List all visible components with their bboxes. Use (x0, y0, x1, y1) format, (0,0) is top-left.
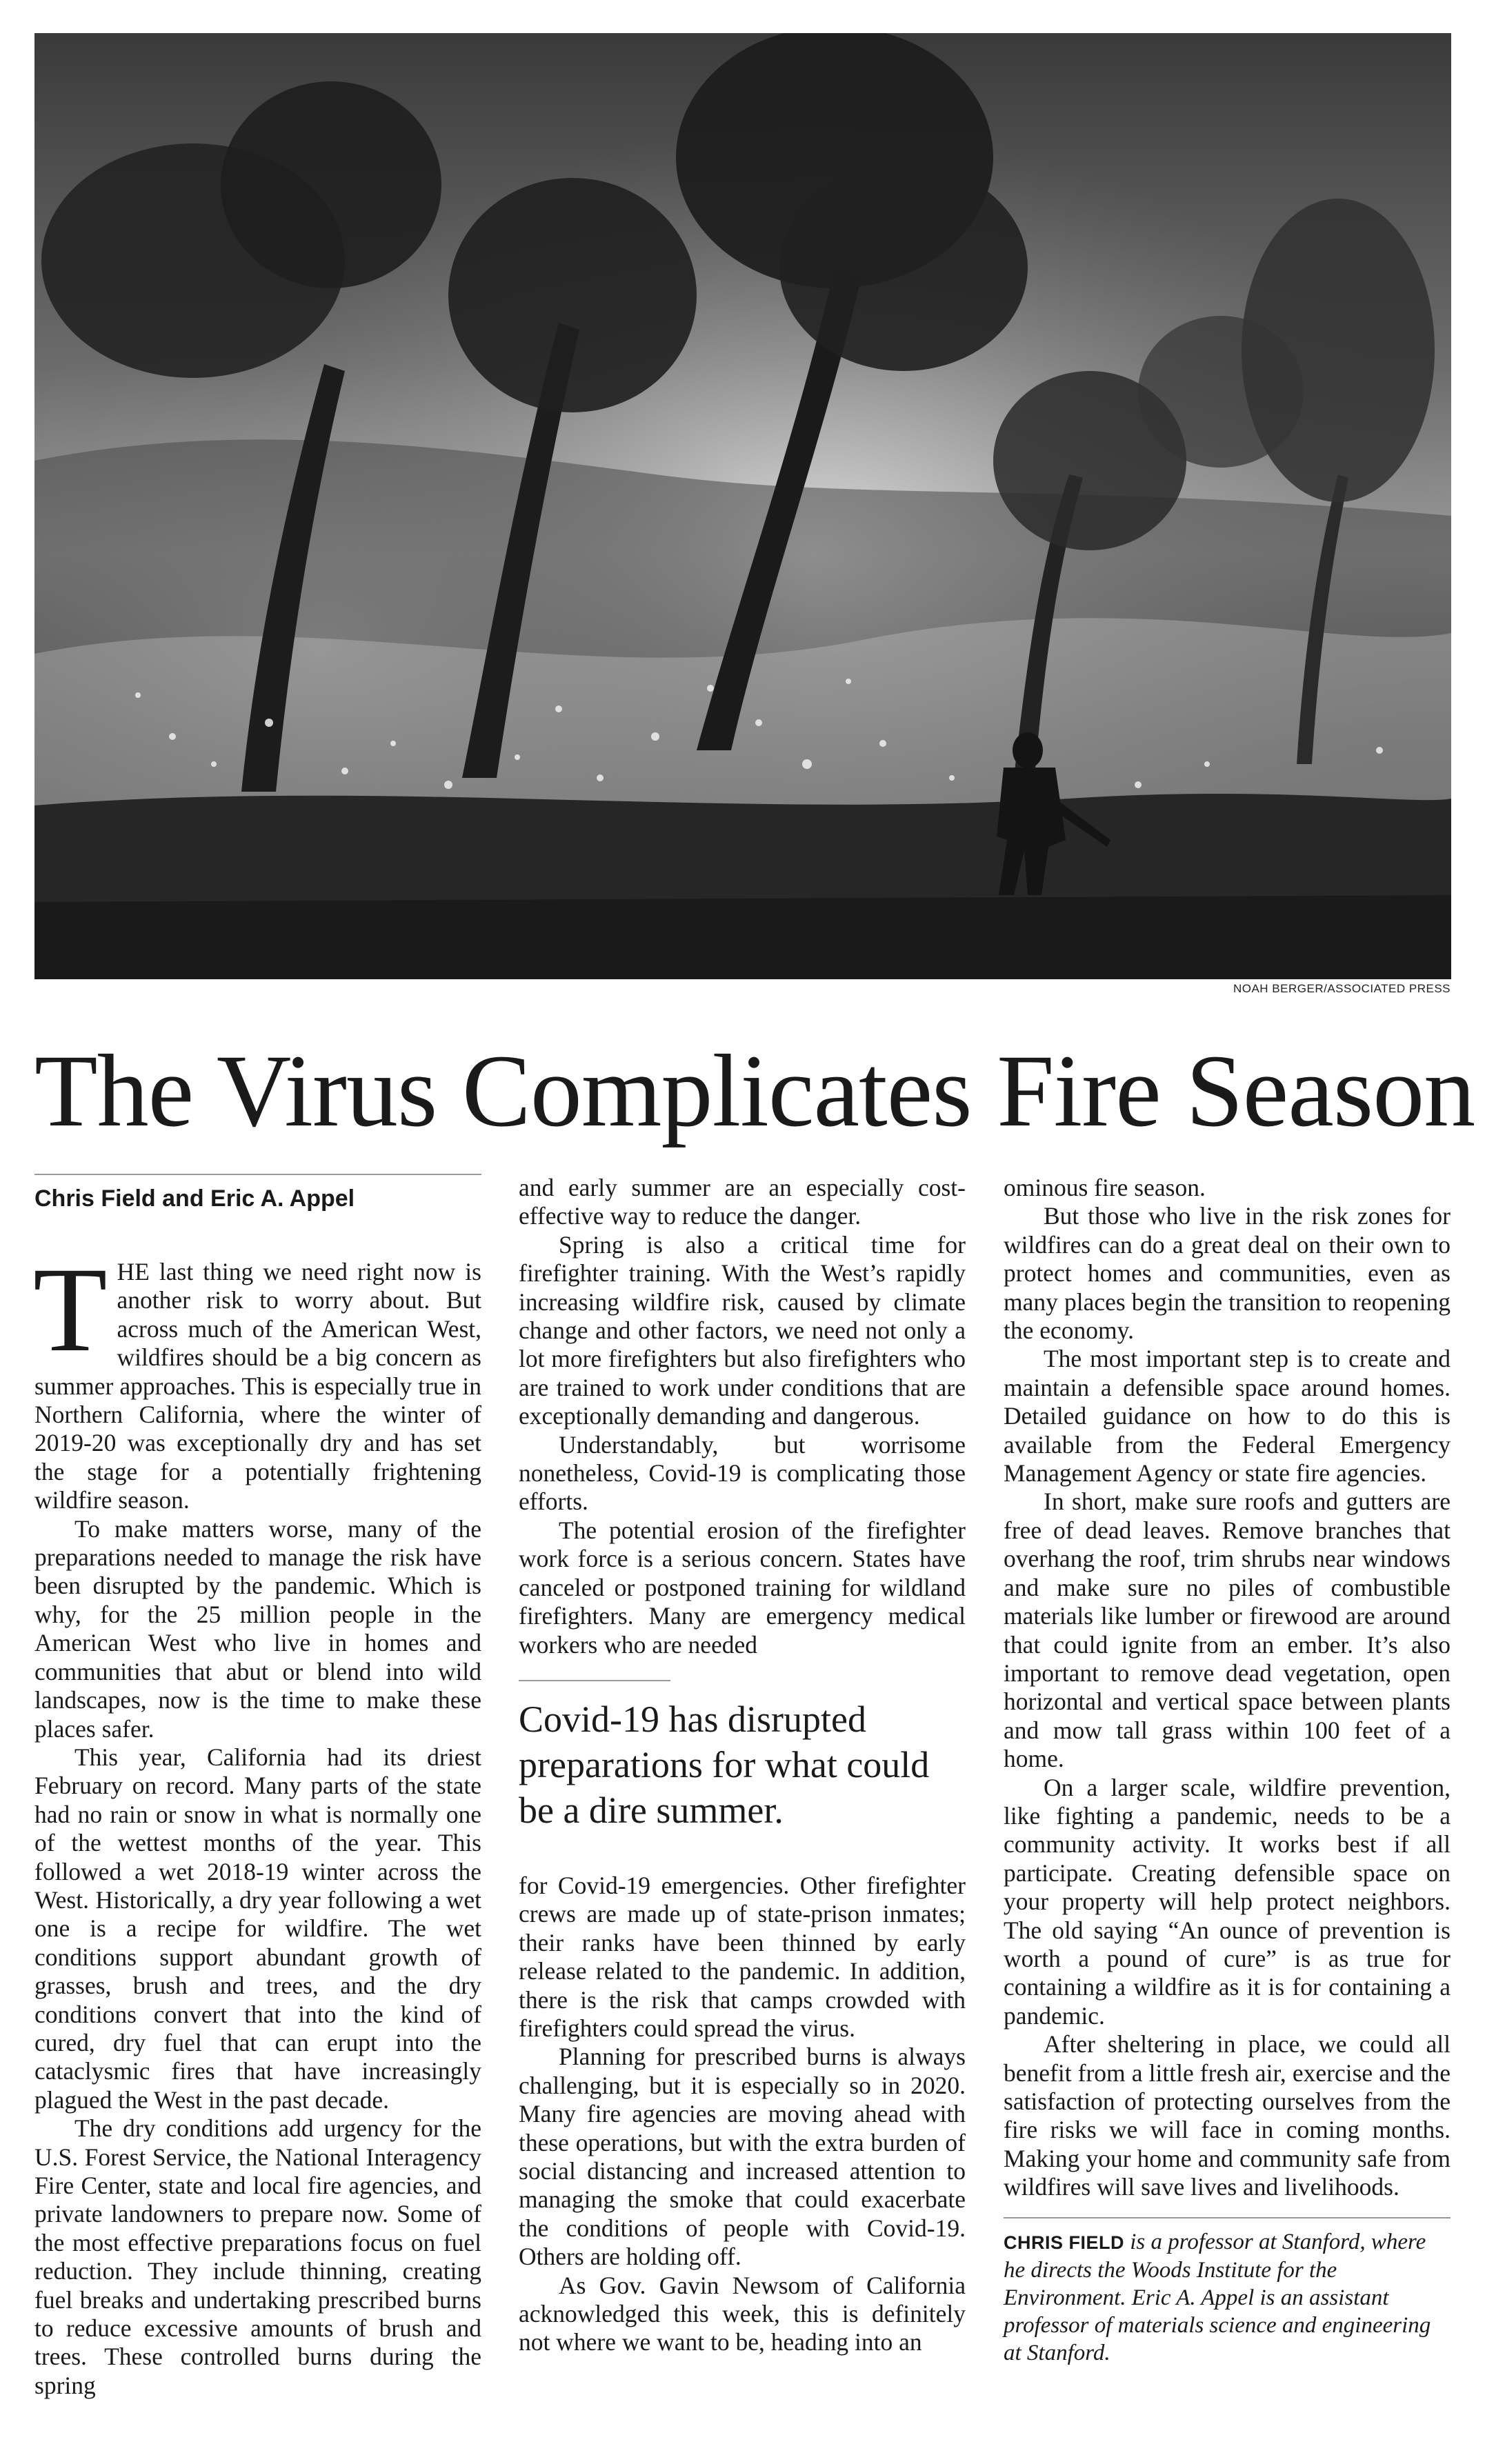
byline-rule (34, 1174, 481, 1175)
wildfire-photo-graphic (34, 33, 1451, 979)
photo-credit: NOAH BERGER/ASSOCIATED PRESS (1233, 982, 1451, 995)
lead-paragraph-text: HE last thing we need right now is another risk to worry about. But across much of the American West, wildfires should be a big concern as summer approaches. This is especially true in Northern California, where the winter of 2019-20 was exceptionally dry and has set the stage for a potentially frightening wildfire season. (34, 1258, 481, 1514)
headline: The Virus Complicates Fire Season (34, 1034, 1475, 1148)
paragraph: ominous fire season. (1004, 1174, 1206, 1201)
paragraph: In short, make sure roofs and gutters are free of dead leaves. Remove branches that overhang the roof, trim shrubs near windows and make sure no piles of combustible materials like lumber or firewood are around that could ignite from an ember. It’s also important to remove dead vegetation, open horizontal and vertical space between plants and mow tall grass within 100 feet of a home. (1004, 1488, 1451, 1773)
paragraph: Spring is also a critical time for firefighter training. With the West’s rapidly increasing wildfire risk, caused by climate change and other factors, we need not only a lot more firefighters but also firefighters who are trained to work under conditions that are exceptionally demanding and dangerous. (519, 1230, 966, 1430)
article-column-3 (1004, 1174, 1451, 2367)
drop-cap: T (33, 1243, 108, 1377)
paragraph: The potential erosion of the firefighter work force is a serious concern. States have canceled or postponed training for wildland firefighters. Many are emergency medical workers who are needed (519, 1516, 966, 1659)
author-bio-name: CHRIS FIELD (1004, 2232, 1125, 2253)
byline: Chris Field and Eric A. Appel (34, 1185, 355, 1212)
paragraph: and early summer are an especially cost-effective way to reduce the danger. (519, 1174, 966, 1230)
paragraph: On a larger scale, wildfire prevention, like fighting a pandemic, needs to be a community activity. It works best if all participate. Creating defensible space on your property will help protect neighbors. The old saying “An ounce of prevention is worth a pound of cure” is as true for containing a wildfire as it is for containing a pandemic. (1004, 1773, 1451, 2030)
article-column-1 (34, 1174, 481, 2400)
paragraph: The most important step is to create and maintain a defensible space around homes. Detailed guidance on how to do this is available from the Federal Emergency Management Agency or state fire agencies. (1004, 1345, 1451, 1488)
paragraph: This year, California had its driest February on record. Many parts of the state had no rain or snow in what is normally one of the wettest months of the year. This followed a wet 2018-19 winter across the West. Historically, a dry year following a wet one is a recipe for wildfire. The wet conditions support abundant growth of grasses, brush and trees, and the dry conditions convert that into the kind of cured, dry fuel that can erupt into the cataclysmic fires that have increasingly plagued the West in the past decade. (34, 1743, 481, 2114)
article-column-2 (519, 1174, 966, 2357)
author-bio-text: is a professor at Stanford, where he directs the Woods Institute for the Environment. Eric A. Appel is an assistant professor of materials science and engineering at Stanford. (1004, 2229, 1431, 2365)
bio-rule (1004, 2217, 1451, 2218)
paragraph: As Gov. Gavin Newsom of California acknowledged this week, this is definitely not where we want to be, heading into an (519, 2271, 966, 2356)
pullquote: Covid-19 has disrupted preparations for what could be a dire summer. (519, 1698, 930, 1831)
lead-paragraph (33, 1243, 481, 1515)
paragraph: But those who live in the risk zones for wildfires can do a great deal on their own to protect homes and communities, even as many places begin the transition to reopening the economy. (1004, 1202, 1451, 1345)
paragraph: for Covid-19 emergencies. Other firefighter crews are made up of state-prison inmates; their ranks have been thinned by early release related to the pandemic. In addition, there is the risk that camps crowded with firefighters could spread the virus. (519, 1871, 966, 2042)
paragraph: Understandably, but worrisome nonetheless, Covid-19 is complicating those efforts. (519, 1430, 966, 1516)
pullquote-rule (519, 1680, 670, 1681)
paragraph: Planning for prescribed burns is always challenging, but it is especially so in 2020. Many fire agencies are moving ahead with these operations, but with the extra burden of social distancing and increased attention to managing the smoke that could exacerbate the conditions of people with Covid-19. Others are holding off. (519, 2043, 966, 2271)
author-bio (1004, 2228, 1451, 2367)
wildfire-photo (34, 33, 1451, 979)
paragraph: After sheltering in place, we could all benefit from a little fresh air, exercise and the satisfaction of protecting ourselves from the fire risks we will face in coming months. Making your home and community safe from wildfires will save lives and livelihoods. (1004, 2030, 1451, 2201)
paragraph: The dry conditions add urgency for the U.S. Forest Service, the National Interagency Fire Center, state and local fire agencies, and private landowners to prepare now. Some of the most effective preparations focus on fuel reduction. They include thinning, creating fuel breaks and undertaking prescribed burns to reduce excessive amounts of brush and trees. These controlled burns during the spring (34, 2114, 481, 2399)
paragraph: To make matters worse, many of the preparations needed to manage the risk have been disrupted by the pandemic. Which is why, for the 25 million people in the American West who live in homes and communities that abut or blend into wild landscapes, now is the time to make these places safer. (34, 1514, 481, 1743)
